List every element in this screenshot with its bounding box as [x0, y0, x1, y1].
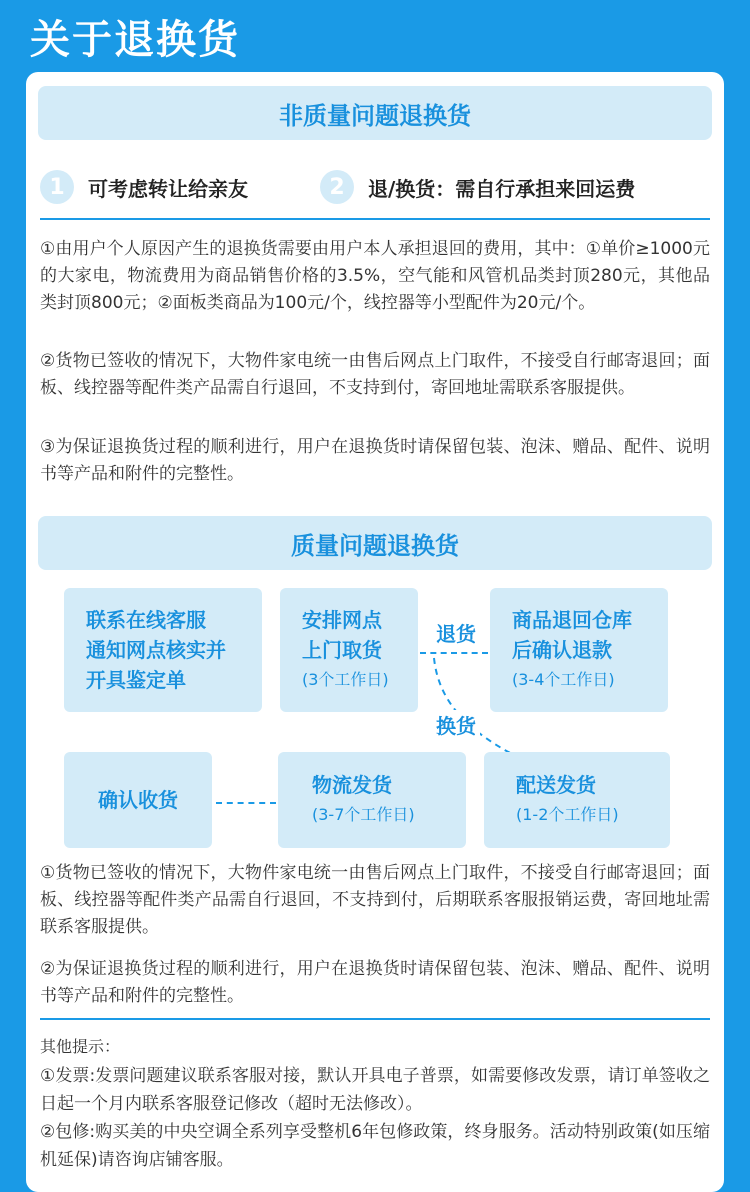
flow-logistics-duration: (3-7个工作日) — [312, 805, 415, 824]
flow-contact-service — [64, 588, 262, 712]
divider — [40, 218, 710, 220]
return-connector — [420, 652, 488, 654]
other-tip-warranty: ②包修:购买美的中央空调全系列享受整机6年包修政策，终身服务。活动特别政策(如压缩机延保)请咨询店铺客服。 — [40, 1122, 710, 1170]
non-quality-paragraph-3: ③为保证退换货过程的顺利进行，用户在退换货时请保留包装、泡沫、赠品、配件、说明书等产品和附件的完整性。 — [40, 437, 710, 484]
exchange-label: 换货 — [432, 710, 480, 739]
point-transfer-text: 可考虑转让给亲友 — [88, 176, 248, 201]
flow-contact-line2: 通知网点核实并 — [86, 638, 226, 662]
quality-paragraph-2: ②为保证退换货过程的顺利进行，用户在退换货时请保留包装、泡沫、赠品、配件、说明书等产品和附件的完整性。 — [40, 959, 710, 1006]
flow-contact-line3: 开具鉴定单 — [86, 668, 186, 692]
content-card — [26, 72, 724, 1192]
flow-confirm-line1: 确认收货 — [98, 788, 178, 812]
flow-pickup — [280, 588, 418, 712]
quality-header: 质量问题退换货 — [38, 516, 712, 570]
number-one-icon: 1 — [40, 170, 74, 204]
number-two-icon: 2 — [320, 170, 354, 204]
return-label: 退货 — [432, 618, 480, 647]
flow-dispatch — [484, 752, 670, 848]
flow-refund-duration: (3-4个工作日) — [512, 670, 615, 689]
flow-pickup-line2: 上门取货 — [302, 638, 382, 662]
flow-refund-line2: 后确认退款 — [512, 638, 612, 662]
flow-logistics-line1: 物流发货 — [312, 773, 392, 797]
flow-pickup-line1: 安排网点 — [302, 608, 382, 632]
flow-refund-line1: 商品退回仓库 — [512, 608, 632, 632]
flow-confirm-receipt — [64, 752, 212, 848]
flow-dispatch-line1: 配送发货 — [516, 773, 596, 797]
flow-logistics — [278, 752, 466, 848]
flow-pickup-duration: (3个工作日) — [302, 670, 389, 689]
page-title: 关于退换货 — [30, 17, 240, 63]
point-shipping-cost-text: 退/换货：需自行承担来回运费 — [368, 176, 636, 201]
non-quality-paragraph-2: ②货物已签收的情况下，大物件家电统一由售后网点上门取件，不接受自行邮寄退回；面板、线控器等配件类产品需自行退回，不支持到付，寄回地址需联系客服提供。 — [40, 351, 710, 398]
exchange-connector — [420, 656, 520, 756]
quality-paragraph-1: ①货物已签收的情况下，大物件家电统一由售后网点上门取件，不接受自行邮寄退回；面板、线控器等配件类产品需自行退回，不支持到付，后期联系客服报销运费，寄回地址需联系客服提供。 — [40, 863, 710, 937]
divider — [40, 1018, 710, 1020]
point-shipping-cost — [320, 170, 635, 204]
flow-contact-line1: 联系在线客服 — [86, 608, 206, 632]
other-tips-title: 其他提示： — [40, 1037, 121, 1056]
non-quality-header: 非质量问题退换货 — [38, 86, 712, 140]
non-quality-paragraph-1: ①由用户个人原因产生的退换货需要由用户本人承担退回的费用，其中：①单价≥1000元的大家电，物流费用为商品销售价格的3.5%，空气能和风管机品类封顶280元，其他品类封顶800元；②面板类商品为100元/个，线控器等小型配件为20元/个。 — [40, 239, 710, 313]
other-tip-invoice: ①发票:发票问题建议联系客服对接，默认开具电子普票，如需要修改发票，请订单签收之日起一个月内联系客服登记修改（超时无法修改）。 — [40, 1066, 710, 1114]
point-transfer — [40, 170, 248, 204]
flow-dispatch-duration: (1-2个工作日) — [516, 805, 619, 824]
confirm-connector — [216, 802, 276, 804]
